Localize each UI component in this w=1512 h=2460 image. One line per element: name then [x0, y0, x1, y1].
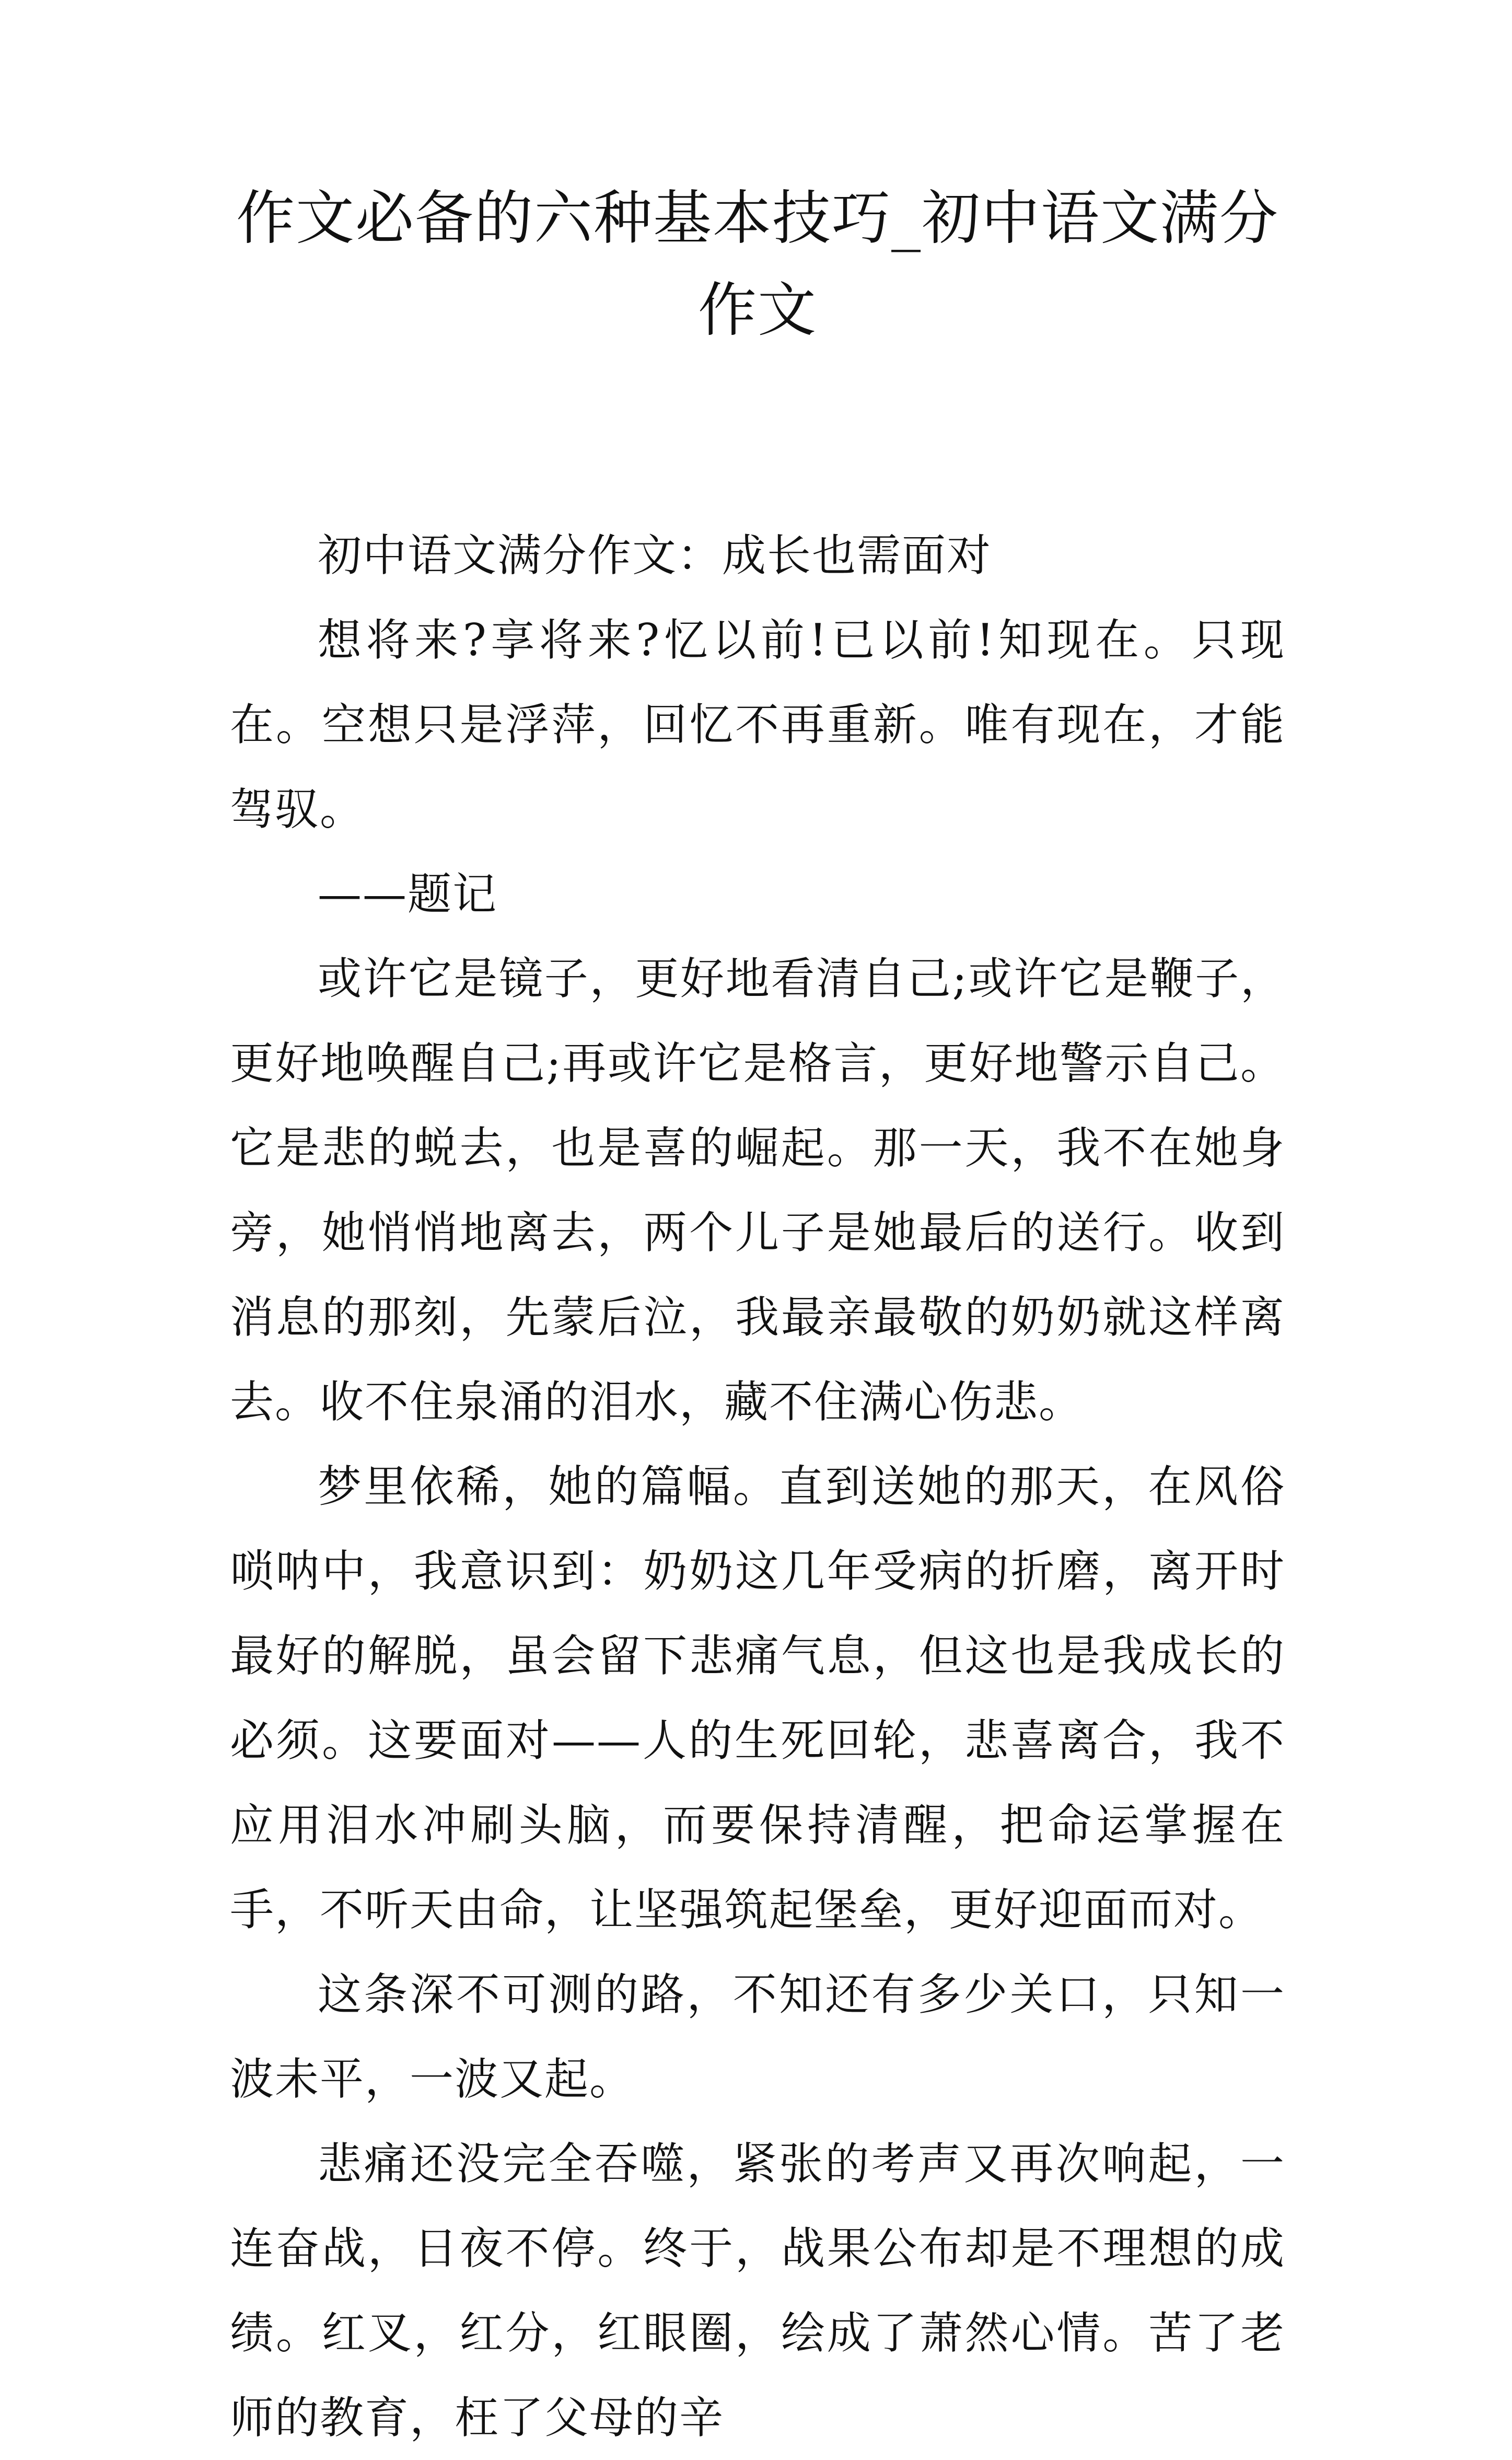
document-body [230, 513, 1285, 2460]
paragraph: 这条深不可测的路，不知还有多少关口，只知一波未平，一波又起。 [230, 1969, 1285, 2105]
paragraph-epigraph: 想将来?享将来?忆以前!已以前!知现在。只现在。空想只是浮萍，回忆不再重新。唯有现在，才能驾驭。 [230, 614, 1285, 835]
paragraph-epigraph-attribution: ——题记 [318, 868, 498, 920]
paragraph-subtitle: 初中语文满分作文：成长也需面对 [318, 530, 992, 581]
paragraph: 或许它是镜子，更好地看清自己;或许它是鞭子，更好地唤醒自己;再或许它是格言，更好地警示自己。它是悲的蜕去，也是喜的崛起。那一天，我不在她身旁，她悄悄地离去，两个儿子是她最后的送行。收到消息的那刻，先蒙后泣，我最亲最敬的奶奶就这样离去。收不住泉涌的泪水，藏不住满心伤悲。 [230, 953, 1285, 1428]
document-page [230, 172, 1285, 2460]
paragraph: 悲痛还没完全吞噬，紧张的考声又再次响起，一连奋战，日夜不停。终于，战果公布却是不理想的成绩。红叉，红分，红眼圈，绘成了萧然心情。苦了老师的教育，枉了父母的辛 [230, 2138, 1285, 2443]
paragraph: 梦里依稀，她的篇幅。直到送她的那天，在风俗唢呐中，我意识到：奶奶这几年受病的折磨，离开时最好的解脱，虽会留下悲痛气息，但这也是我成长的必须。这要面对——人的生死回轮，悲喜离合，我不应用泪水冲刷头脑，而要保持清醒，把命运掌握在手，不听天由命，让坚强筑起堡垒，更好迎面而对。 [230, 1461, 1285, 1935]
document-title: 作文必备的六种基本技巧_初中语文满分作文 [236, 184, 1279, 344]
